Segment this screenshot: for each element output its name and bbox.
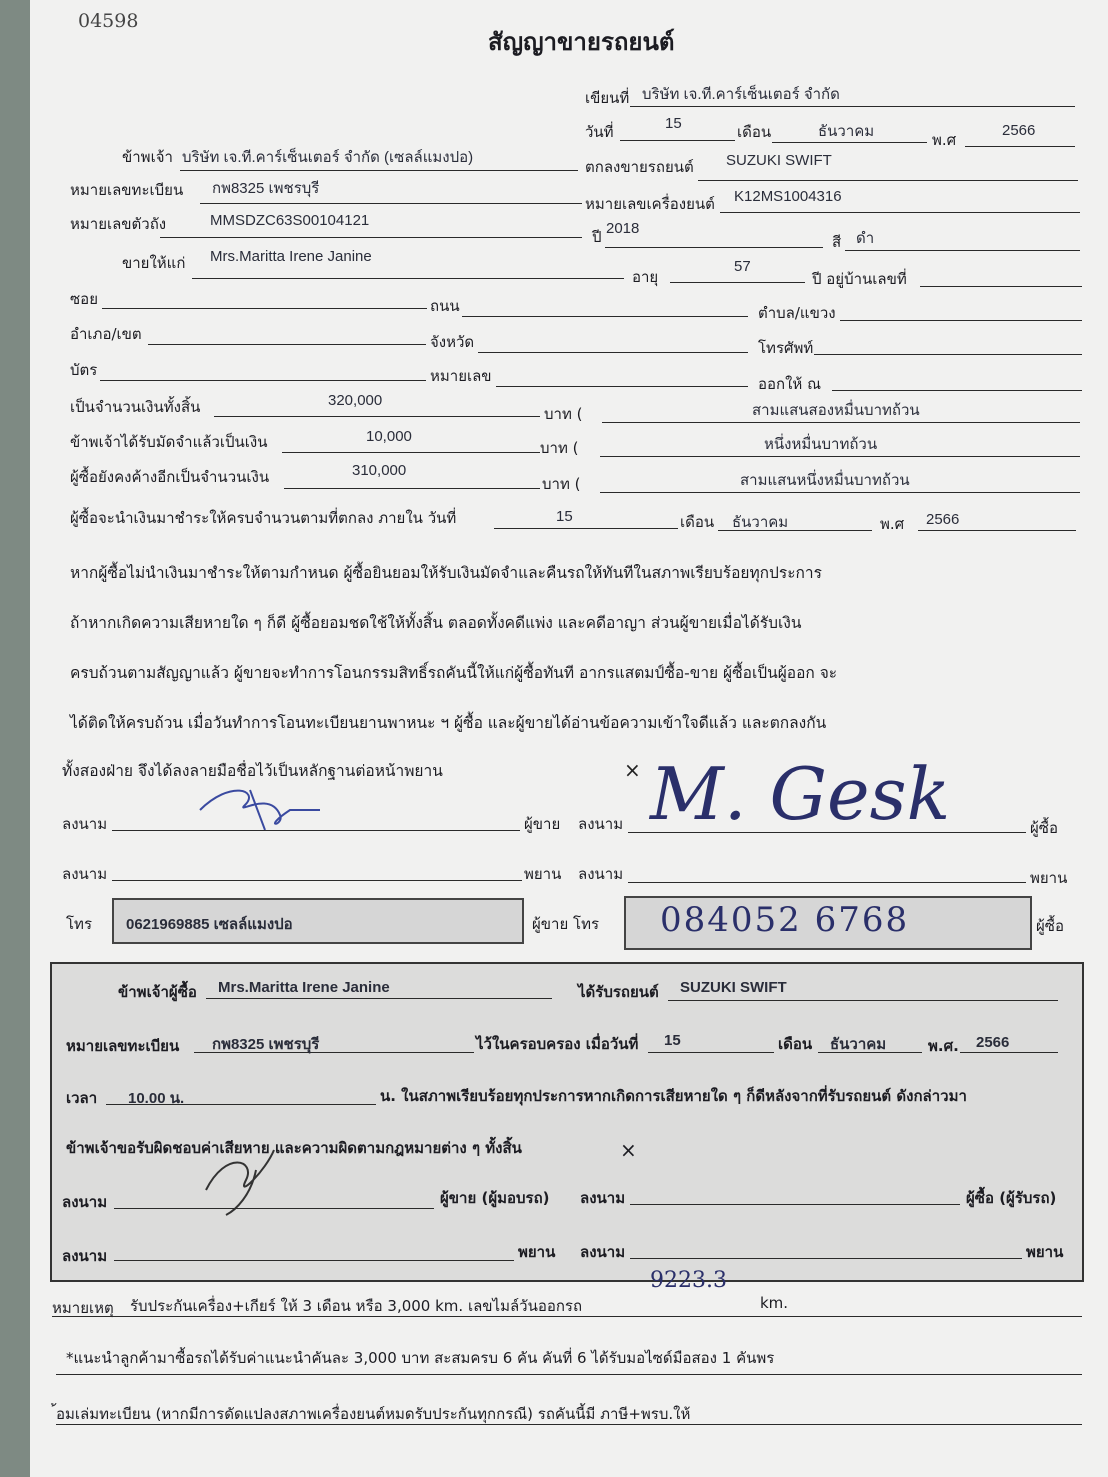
- tel-label: โทร: [66, 915, 93, 933]
- receipt-possession-label: ไว้ในครอบครอง เมื่อวันที่: [476, 1035, 639, 1053]
- engine-value: K12MS1004316: [734, 188, 842, 205]
- book-note: ้อมเล่มทะเบียน (หากมีการดัดแปลงสภาพเครื่องยนต์หมดรับประกันทุกกรณี) รถคันนี้มี ภาษี+พรบ.ให้: [56, 1405, 691, 1423]
- car-model: SUZUKI SWIFT: [726, 152, 832, 169]
- model-year-label: ปี: [592, 228, 602, 246]
- due-year: 2566: [926, 511, 960, 528]
- due-day: 15: [556, 508, 573, 525]
- date-label: วันที่: [585, 123, 614, 141]
- date-month: ธันวาคม: [818, 123, 875, 140]
- color-value: ดำ: [856, 230, 875, 247]
- subdistrict-label: ตำบล/แขวง: [758, 304, 836, 322]
- terms-line-5: ทั้งสองฝ่าย จึงได้ลงลายมือชื่อไว้เป็นหลักฐานต่อหน้าพยาน: [62, 762, 443, 780]
- receipt-buyer-mark: ×: [620, 1138, 637, 1162]
- receipt-month-label: เดือน: [778, 1035, 813, 1053]
- receipt-year: 2566: [976, 1034, 1010, 1051]
- baht-label-2: บาท (: [540, 439, 579, 457]
- receipt-buyer: Mrs.Maritta Irene Janine: [218, 979, 390, 996]
- due-month: ธันวาคม: [732, 514, 789, 531]
- receipt-sign-label-4: ลงนาม: [580, 1243, 626, 1261]
- receipt-buyer-label: ข้าพเจ้าผู้ซื้อ: [118, 983, 197, 1001]
- deposit-label: ข้าพเจ้าได้รับมัดจำแล้วเป็นเงิน: [70, 433, 268, 451]
- receipt-buyer-role: ผู้ซื้อ (ผู้รับรถ): [966, 1189, 1057, 1207]
- engine-label: หมายเลขเครื่องยนต์: [585, 195, 715, 213]
- written-at-label: เขียนที่: [585, 89, 630, 107]
- age-unit-label: ปี อยู่บ้านเลขที่: [812, 270, 907, 288]
- receipt-sign-label-1: ลงนาม: [62, 1193, 108, 1211]
- phone-label: โทรศัพท์: [758, 339, 814, 357]
- remaining-value: 310,000: [352, 462, 407, 479]
- referral-note: *แนะนำลูกค้ามาซื้อรถได้รับค่าแนะนำคันละ 3,000 บาท สะสมครบ 6 คัน คันที่ 6 ได้รับมอไซด์มือสอง 1 คันพร: [66, 1349, 775, 1367]
- buyer-role-1: ผู้ซื้อ: [1030, 819, 1058, 837]
- seller-role-1: ผู้ขาย: [524, 815, 561, 833]
- document-number: 04598: [78, 10, 139, 32]
- date-day: 15: [665, 115, 682, 132]
- receipt-witness-role-1: พยาน: [518, 1243, 556, 1261]
- chassis-value: MMSDZC63S00104121: [210, 212, 370, 229]
- buyer-phone-role: ผู้ซื้อ: [1036, 917, 1064, 935]
- baht-label-3: บาท (: [542, 475, 581, 493]
- card-no-label: หมายเลข: [430, 367, 492, 385]
- receipt-car-model: SUZUKI SWIFT: [680, 979, 787, 996]
- chassis-label: หมายเลขตัวถัง: [70, 215, 167, 233]
- receipt-year-label: พ.ศ.: [928, 1037, 959, 1055]
- sign-label-2: ลงนาม: [578, 815, 624, 833]
- terms-line-3: ครบถ้วนตามสัญญาแล้ว ผู้ขายจะทำการโอนกรรมสิทธิ์รถคันนี้ให้แก่ผู้ซื้อทันที อากรแสตมป์ซื้อ-ขาย ผู้ซื้อเป็นผู้ออก จะ: [70, 664, 838, 682]
- year-label: พ.ศ: [932, 131, 957, 149]
- month-label: เดือน: [737, 123, 772, 141]
- date-year: 2566: [1002, 122, 1036, 139]
- receipt-sign-label-2: ลงนาม: [580, 1189, 626, 1207]
- district-label: อำเภอ/เขต: [70, 325, 142, 343]
- sign-label-4: ลงนาม: [578, 865, 624, 883]
- receipt-day: 15: [664, 1032, 681, 1049]
- receipt-plate-label: หมายเลขทะเบียน: [66, 1037, 180, 1055]
- mileage-unit: km.: [760, 1294, 789, 1312]
- receipt-section: [50, 962, 1084, 1282]
- sign-label-3: ลงนาม: [62, 865, 108, 883]
- witness-role-1: พยาน: [524, 865, 562, 883]
- due-month-label: เดือน: [680, 513, 715, 531]
- receipt-witness-role-2: พยาน: [1026, 1243, 1064, 1261]
- receipt-liability: ข้าพเจ้าขอรับผิดชอบค่าเสียหาย และความผิดตามกฎหมายต่าง ๆ ทั้งสิ้น: [66, 1139, 522, 1157]
- age-value: 57: [734, 258, 751, 275]
- due-year-label: พ.ศ: [880, 515, 905, 533]
- seller-value: บริษัท เจ.ที.คาร์เซ็นเตอร์ จำกัด (เซลล์แมงปอ): [182, 149, 474, 166]
- receipt-month: ธันวาคม: [830, 1036, 887, 1053]
- receipt-condition: น. ในสภาพเรียบร้อยทุกประการหากเกิดการเสียหายใด ๆ ก็ดีหลังจากที่รับรถยนต์ ดังกล่าวมา: [380, 1087, 967, 1105]
- color-label: สี: [832, 233, 842, 251]
- baht-label-1: บาท (: [544, 405, 583, 423]
- deposit-words: หนึ่งหมื่นบาทถ้วน: [764, 436, 878, 453]
- soi-label: ซอย: [70, 290, 98, 308]
- mileage-value: 9223.3: [650, 1268, 727, 1293]
- age-label: อายุ: [632, 268, 659, 286]
- remark-label: หมายเหตุ: [52, 1299, 114, 1317]
- total-label: เป็นจำนวนเงินทั้งสิ้น: [70, 398, 201, 416]
- remaining-label: ผู้ซื้อยังคงค้างอีกเป็นจำนวนเงิน: [70, 468, 270, 486]
- seller-phone: 0621969885 เซลล์แมงปอ: [126, 916, 293, 933]
- total-words: สามแสนสองหมื่นบาทถ้วน: [752, 402, 920, 419]
- terms-line-2: ถ้าหากเกิดความเสียหายใด ๆ ก็ดี ผู้ซื้อยอมชดใช้ให้ทั้งสิ้น ตลอดทั้งคดีแพ่ง และคดีอาญา ส่วนผู้ขายเมื่อได้รับเงิน: [70, 614, 802, 632]
- receipt-received-label: ได้รับรถยนต์: [578, 983, 659, 1001]
- model-year-value: 2018: [606, 220, 640, 237]
- province-label: จังหวัด: [430, 333, 475, 351]
- deposit-value: 10,000: [366, 428, 412, 445]
- seller-tel-label: ผู้ขาย โทร: [532, 915, 600, 933]
- remark-text: รับประกันเครื่อง+เกียร์ ให้ 3 เดือน หรือ 3,000 km. เลขไมล์วันออกรถ: [130, 1297, 583, 1315]
- receipt-time-label: เวลา: [66, 1089, 98, 1107]
- receipt-time: 10.00 น.: [128, 1090, 185, 1107]
- receipt-sign-label-3: ลงนาม: [62, 1247, 108, 1265]
- seller-label: ข้าพเจ้า: [122, 148, 173, 166]
- terms-line-1: หากผู้ซื้อไม่นำเงินมาชำระให้ตามกำหนด ผู้ซื้อยินยอมให้รับเงินมัดจำและคืนรถให้ทันทีในสภาพเรียบร้อยทุกประการ: [70, 564, 822, 582]
- buyer-mark: ×: [624, 758, 641, 782]
- total-value: 320,000: [328, 392, 383, 409]
- remaining-words: สามแสนหนึ่งหมื่นบาทถ้วน: [740, 472, 910, 489]
- buyer-signature: M. Gesk: [650, 752, 951, 836]
- sign-label-1: ลงนาม: [62, 815, 108, 833]
- written-at-value: บริษัท เจ.ที.คาร์เซ็นเตอร์ จำกัด: [642, 86, 840, 103]
- plate-label: หมายเลขทะเบียน: [70, 181, 184, 199]
- document-title: สัญญาขายรถยนต์: [488, 28, 675, 56]
- due-label: ผู้ซื้อจะนำเงินมาชำระให้ครบจำนวนตามที่ตกลง ภายใน วันที่: [70, 509, 457, 527]
- card-label: บัตร: [70, 361, 98, 379]
- road-label: ถนน: [430, 297, 460, 315]
- issued-label: ออกให้ ณ: [758, 375, 821, 393]
- receipt-plate: กพ8325 เพชรบุรี: [212, 1036, 320, 1053]
- buyer-label: ขายให้แก่: [122, 254, 186, 272]
- terms-line-4: ได้ติดให้ครบถ้วน เมื่อวันทำการโอนทะเบียนยานพาหนะ ฯ ผู้ซื้อ และผู้ขายได้อ่านข้อความเข้าใจดีแล้ว และตกลงกัน: [70, 714, 827, 732]
- agree-label: ตกลงขายรถยนต์: [585, 158, 694, 176]
- buyer-value: Mrs.Maritta Irene Janine: [210, 248, 372, 265]
- buyer-phone: 084052 6768: [660, 900, 910, 940]
- plate-value: กพ8325 เพชรบุรี: [212, 180, 320, 197]
- receipt-seller-role: ผู้ขาย (ผู้มอบรถ): [440, 1189, 550, 1207]
- witness-role-2: พยาน: [1030, 869, 1068, 887]
